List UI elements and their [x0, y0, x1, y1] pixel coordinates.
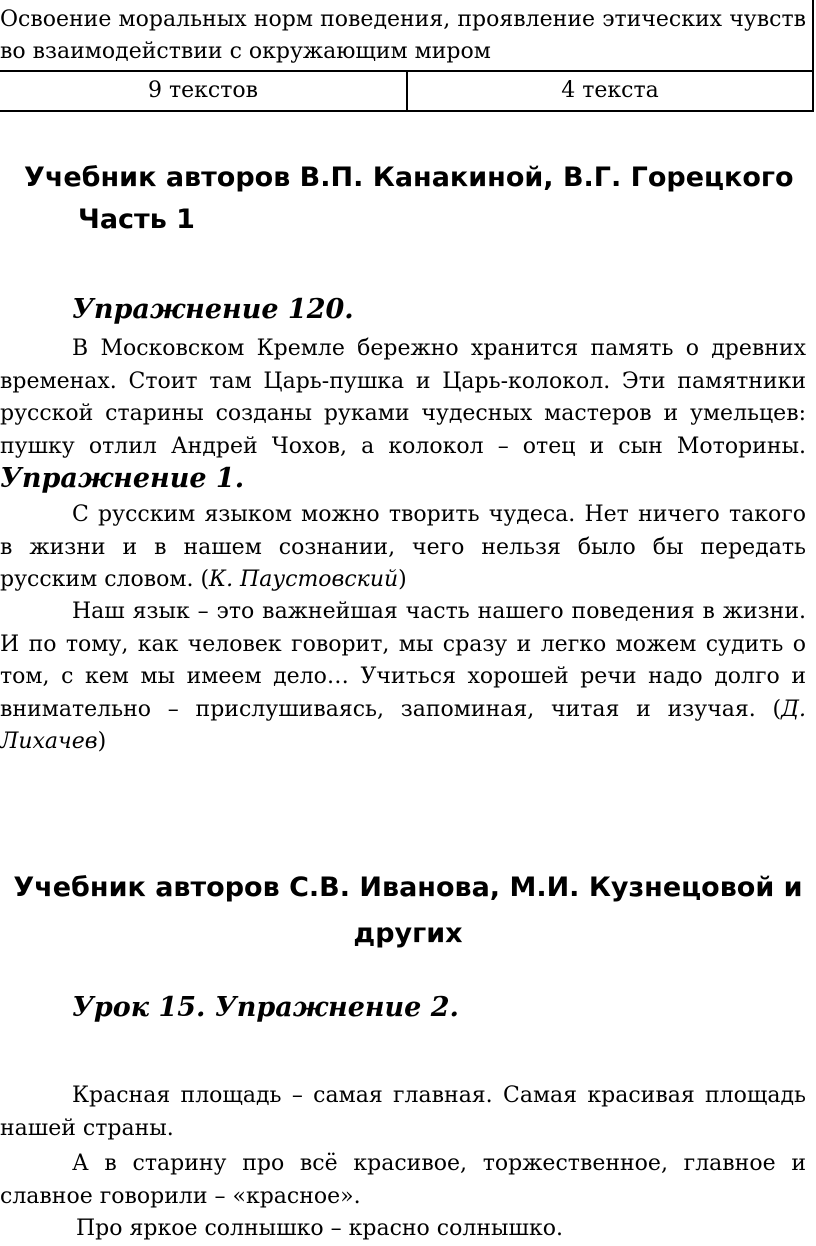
table-counts-row: [0, 72, 812, 110]
textbook-heading-ivanov: Учебник авторов С.В. Иванова, М.И. Кузнецовой и других: [13, 872, 803, 949]
count-cell-right: 4 текста: [406, 72, 812, 110]
lesson-15-exercise-2-title: Урок 15. Упражнение 2.: [72, 992, 459, 1023]
lesson-paragraph-1: Красная площадь – самая главная. Самая красивая площадь нашей страны.: [0, 1083, 806, 1141]
lesson-paragraph-2: А в старину про всё красивое, торжественное, главное и славное говорили – «красное».: [0, 1151, 806, 1209]
exercise-1-paragraph-2: [0, 596, 806, 759]
author-name: К. Паустовский: [209, 567, 399, 592]
paragraph-close: ): [398, 567, 407, 592]
paragraph-text: Наш язык – это важнейшая часть нашего поведения в жизни. И по тому, как человек говорит, мы сразу и легко можем судить о том, с кем мы имеем дело… Учиться хорошей речи надо долго и внимательно – прислушиваясь, запоминая, читая и изучая. (: [0, 599, 806, 722]
table-description-cell: Освоение моральных норм поведения, проявление этических чувств во взаимодействии с окружающим миром: [0, 0, 812, 72]
exercise-1-paragraph-1: [0, 499, 806, 597]
count-cell-left: 9 текстов: [147, 78, 259, 103]
textbook-heading-kanakina: Учебник авторов В.П. Канакиной, В.Г. Горецкого: [24, 162, 794, 193]
paragraph-text: С русским языком можно творить чудеса. Нет ничего такого в жизни и в нашем сознании, чего нельзя было бы передать русским словом. (: [0, 502, 806, 592]
exercise-120-text: В Московском Кремле бережно хранится память о древних временах. Стоит там Царь-пушка и Царь-колокол. Эти памятники русской старины созданы руками чудесных мастеров и умельцев: пушку отлил Андрей Чохов, а колокол – отец и сын Моторины.: [0, 336, 806, 459]
exercise-1-title: Упражнение 1.: [0, 463, 245, 494]
criteria-table: [0, 0, 814, 112]
author-name: Д. Лихачев: [0, 696, 806, 754]
paragraph-close: ): [97, 729, 107, 754]
textbook-part-heading: Часть 1: [78, 204, 195, 235]
lesson-paragraph-3: Про яркое солнышко – красно солнышко.: [76, 1216, 563, 1241]
exercise-120-title: Упражнение 120.: [72, 294, 354, 325]
